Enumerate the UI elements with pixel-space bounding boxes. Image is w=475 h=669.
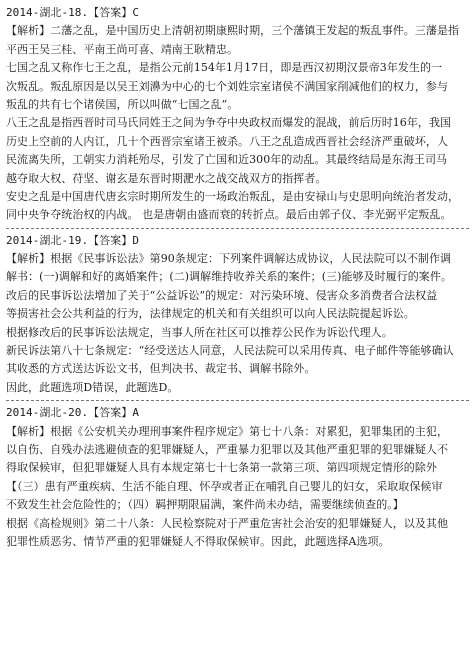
explanation-line: 【解析】根据《民事诉讼法》第90条规定：下列案件调解达成协议，人民法院可以不制作调 (6, 252, 452, 266)
question-section-19 (6, 232, 469, 398)
explanation-line: 【解析】根据《公安机关办理刑事案件程序规定》第七十八条：对累犯，犯罪集团的主犯， (6, 424, 448, 438)
explanation-line: 【解析】二藩之乱，是中国历史上清朝初期康熙时期，三个藩镇王发起的叛乱事件。三藩是指 (6, 24, 460, 38)
explanation-line: 安史之乱是中国唐代唐玄宗时期所发生的一场政治叛乱，是由安禄山与史思明向统治者发动， (6, 189, 460, 203)
section-divider (6, 400, 469, 401)
explanation-line: 历史上空前的人内讧，几十个西晋宗室诸王被杀。八王之乱造成西晋社会经济严重破坏，人 (6, 134, 448, 148)
explanation-line: 新民诉法第八十七条规定：“经受送达人同意，人民法院可以采用传真、电子邮件等能够确认 (6, 344, 454, 358)
explanation-line: 叛乱的共有七个诸侯国，所以叫做“七国之乱”。 (6, 97, 239, 111)
explanation-line: 平西王吴三桂、平南王尚可喜、靖南王耿精忠。 (6, 42, 239, 56)
explanation-line: 解书：(一)调解和好的离婚案件；(二)调解维持收养关系的案件；(三)能够及时履行的案件。 (6, 270, 452, 284)
explanation-line: 八王之乱是指西晋时司马氏同姓王之间为争夺中央政权而爆发的混战，前后历时16年，我国 (6, 116, 452, 130)
explanation-line: 【（三）患有严重疾病、生活不能自理、怀孕或者正在哺乳自己婴儿的妇女，采取取保候审 (6, 479, 443, 493)
explanation-line: 犯罪性质恶劣、情节严重的犯罪嫌疑人不得取保候审。因此，此题选择A选项。 (6, 534, 390, 548)
question-section-20 (6, 404, 469, 551)
explanation-line: 七国之乱又称作七王之乱，是指公元前154年1月17日，即是西汉初期汉景帝3年发生的一 (6, 61, 443, 75)
explanation-line: 次叛乱。叛乱原因是以吴王刘濞为中心的七个刘姓宗室诸侯不满国家削减他们的权力，参与 (6, 79, 448, 93)
answer-header: 2014-湖北-19.【答案】D (6, 233, 140, 247)
explanation-line: 不致发生社会危险性的；（四）羁押期限届满，案件尚未办结，需要继续侦查的。】 (6, 498, 404, 512)
answer-header: 2014-湖北-18.【答案】C (6, 6, 140, 19)
section-divider (6, 228, 469, 229)
explanation-line: 根据修改后的民事诉讼法规定，当事人所在社区可以推荐公民作为诉讼代理人。 (6, 325, 393, 339)
explanation-line: 其收悉的方式送达诉讼文书，但判决书、裁定书、调解书除外。 (6, 362, 316, 376)
explanation-line: 等损害社会公共利益的行为，法律规定的机关和有关组织可以向人民法院提起诉讼。 (6, 307, 415, 321)
explanation-line: 越夺取大权、苻坚、谢玄是东晋时期淝水之战交战双方的指挥者。 (6, 171, 327, 185)
explanation-line: 得取保候审，但犯罪嫌疑人具有本规定第七十七条第一款第三项、第四项规定情形的除外 (6, 461, 437, 475)
explanation-line: 改后的民事诉讼法增加了关于“公益诉讼”的规定：对污染环境、侵害众多消费者合法权益 (6, 288, 438, 302)
explanation-line: 民流离失所，工朝实力消耗殆尽，引发了亡国和近300年的动乱。其最终结局是东海王司马 (6, 153, 448, 167)
explanation-line: 同中央争夺统治权的内战。 也是唐朝由盛而衰的转折点。最后由郭子仪、李光弼平定叛乱。 (6, 208, 452, 222)
explanation-line: 根据《高检规则》第二十八条：人民检察院对于严重危害社会治安的犯罪嫌疑人，以及其他 (6, 516, 448, 530)
answer-header: 2014-湖北-20.【答案】A (6, 406, 140, 420)
question-section-18 (6, 4, 469, 225)
explanation-line: 以自伤、自残办法逃避侦查的犯罪嫌疑人，严重暴力犯罪以及其他严重犯罪的犯罪嫌疑人不 (6, 442, 448, 456)
explanation-line: 因此，此题选项D错误，此题选D。 (6, 380, 179, 394)
